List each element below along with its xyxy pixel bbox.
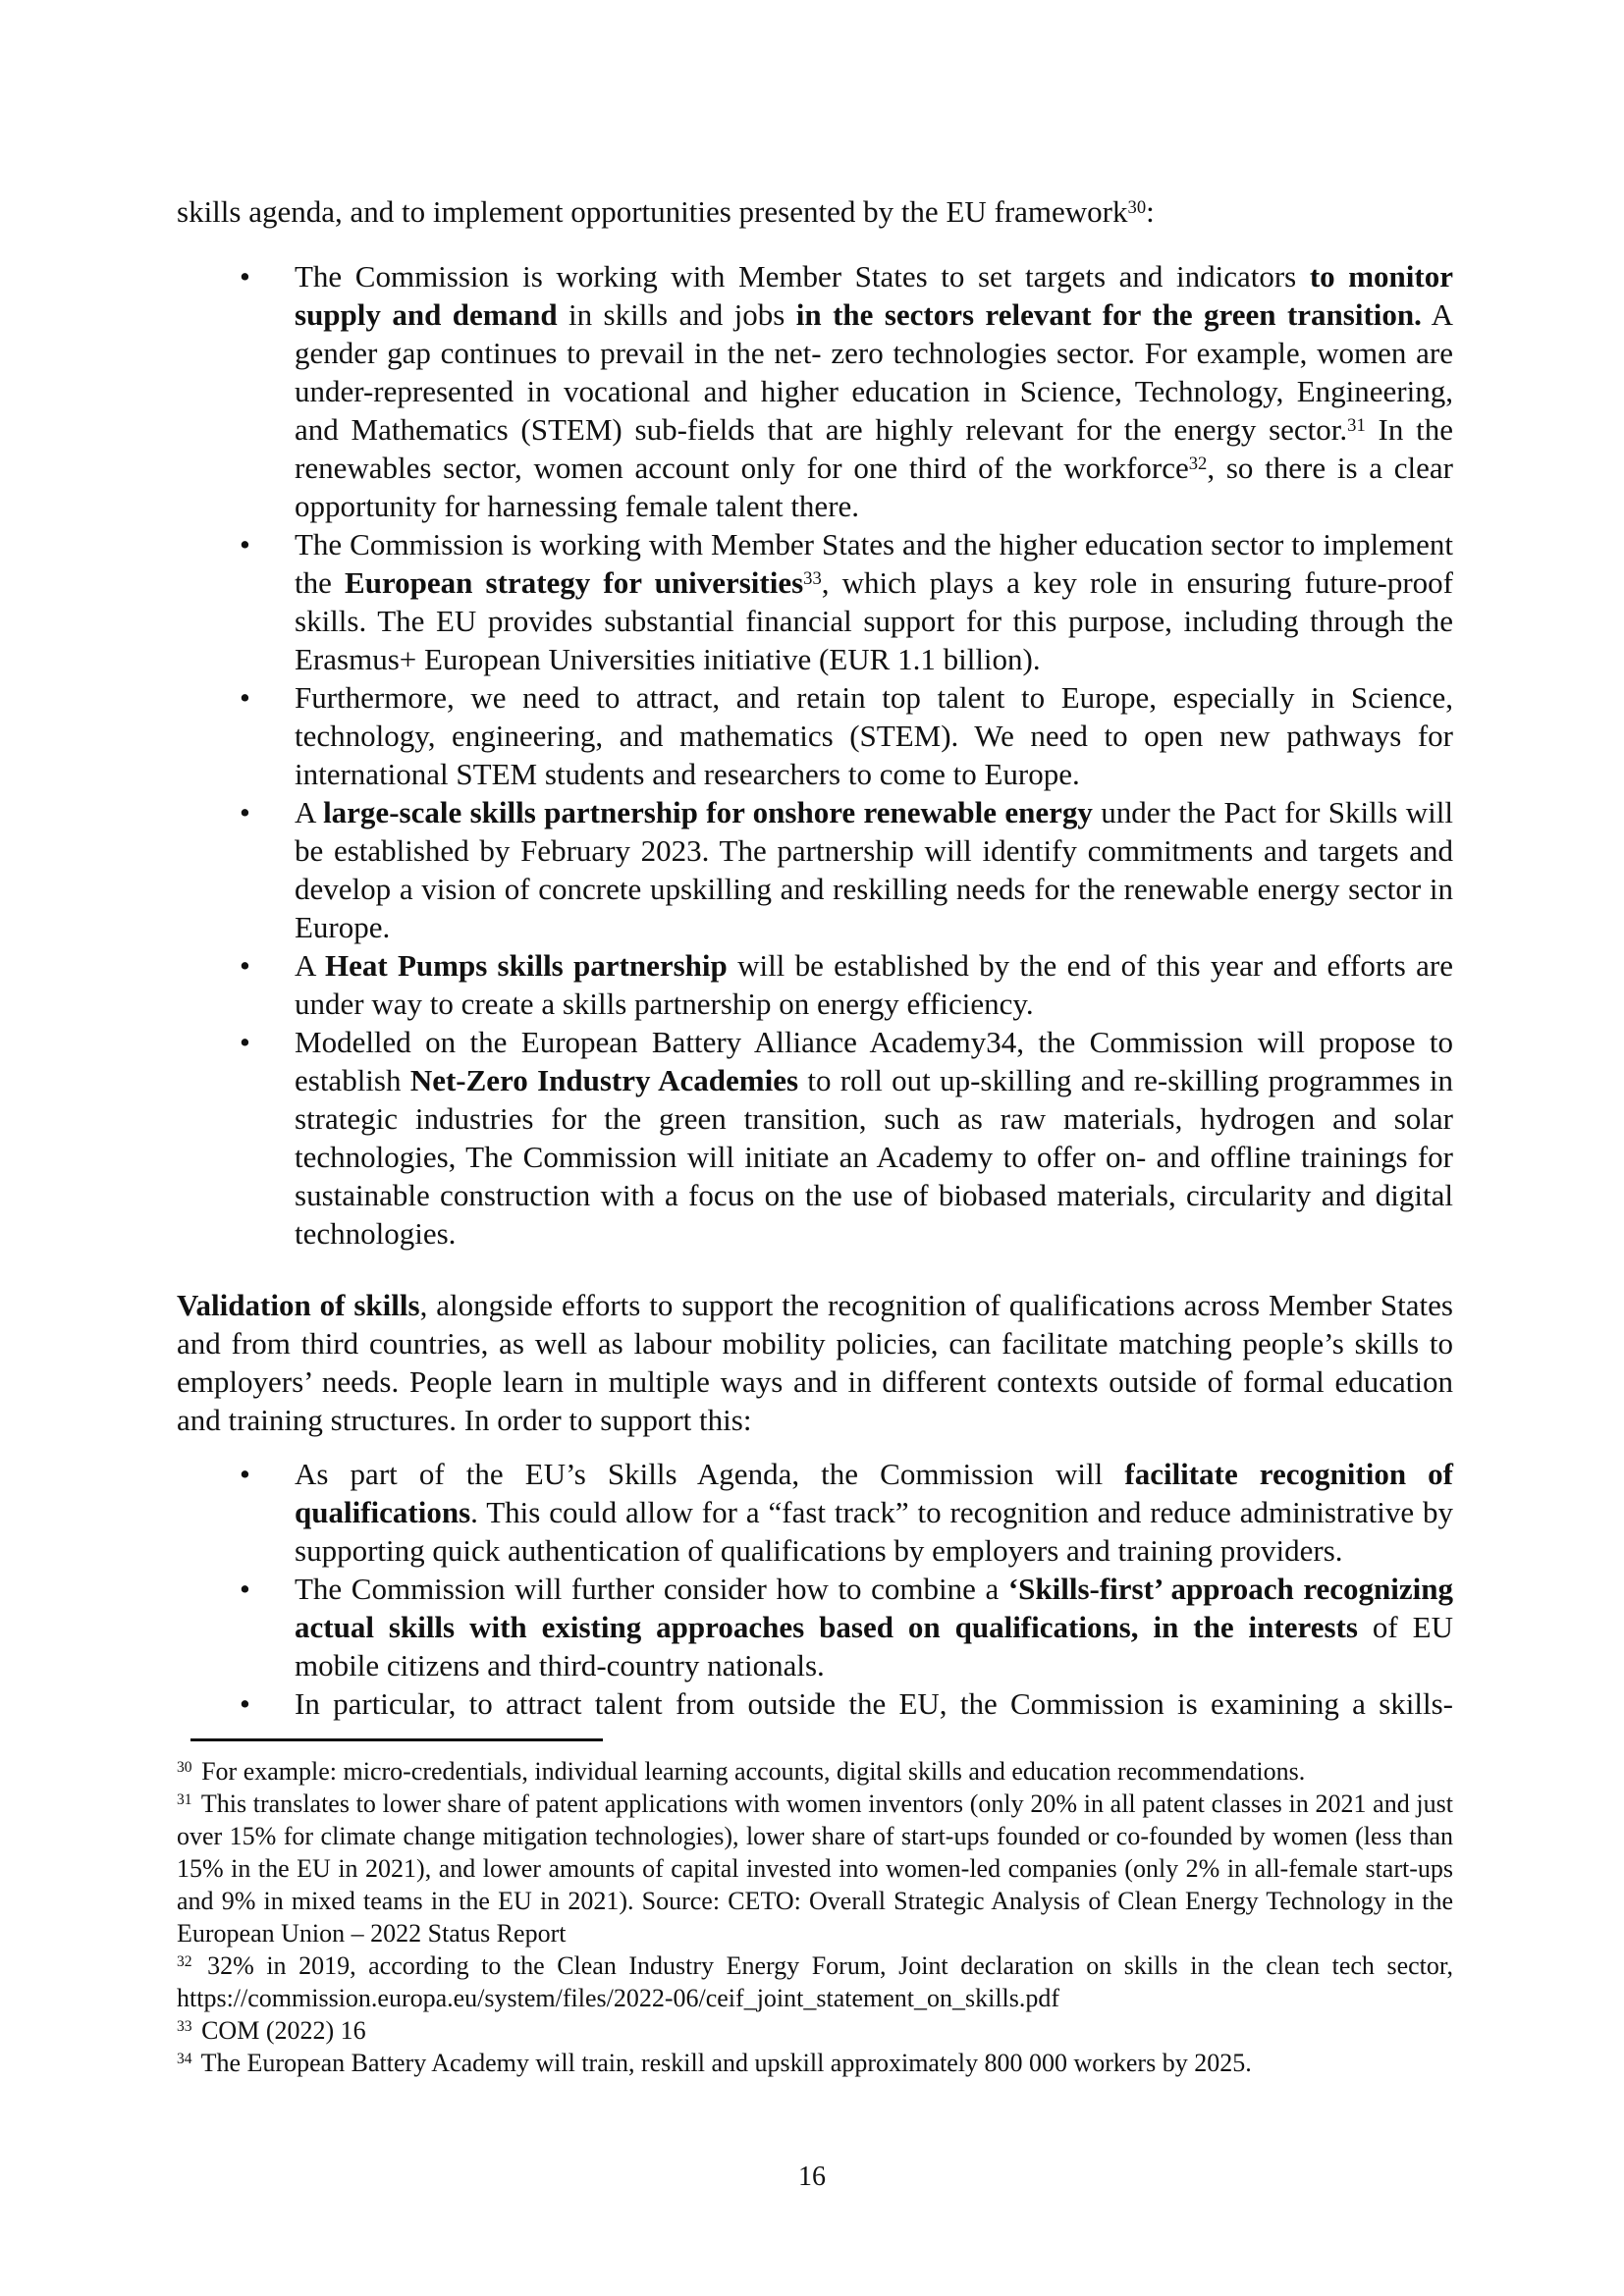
bullet-list-2: [177, 1455, 1453, 1723]
validation-paragraph: Validation of skills, alongside efforts to support the recognition of qualifications across Member States and from third countries, as well as labour mobility policies, can facilitate matching people’s skills to employers’ needs. People learn in multiple ways and in different contexts outside of formal education and training structures. In order to support this:: [177, 1288, 1453, 1437]
bullet-item: • In particular, to attract talent from outside the EU, the Commission is examining a skills-: [177, 1684, 1453, 1723]
footnote-item: $^{32}$ 32% in 2019, according to the Clean Industry Energy Forum, Joint declaration on skills in the clean tech sector, https://commission.europa.eu/system/files/2022-06/ceif_joint_statement_on_skills.pdf: [177, 1951, 1453, 2012]
footnote-item: $^{31}$ This translates to lower share of patent applications with women inventors (only 20% in all patent classes in 2021 and just over 15% for climate change mitigation technologies), lower share of start-ups founded or co-founded by women (less than 15% in the EU in 2021), and lower amounts of capital invested into women-led companies (only 2% in all-female start-ups and 9% in mixed teams in the EU in 2021). Source: CETO: Overall Strategic Analysis of Clean Energy Technology in the European Union – 2022 Status Report: [177, 1789, 1453, 1948]
bullet-item: • Modelled on the European Battery Alliance Academy34, the Commission will propose to establish Net-Zero Industry Academies to roll out up-skilling and re-skilling programmes in strategic industries for the green transition, such as raw materials, hydrogen and solar technologies, The Commission will initiate an Academy to offer on- and offline trainings for sustainable construction with a focus on the use of biobased materials, circularity and digital technologies.: [177, 1023, 1453, 1253]
footnotes-section: [177, 1755, 1453, 2079]
footnote-item: $^{30}$ For example: micro-credentials, individual learning accounts, digital skills and education recommendations.: [177, 1757, 1306, 1786]
bullet-item: • A large-scale skills partnership for onshore renewable energy under the Pact for Skills will be established by February 2023. The partnership will identify commitments and targets and develop a vision of concrete upskilling and reskilling needs for the renewable energy sector in Europe.: [177, 793, 1453, 946]
bullet-item: • The Commission is working with Member States to set targets and indicators to monitor supply and demand in skills and jobs in the sectors relevant for the green transition. A gender gap continues to prevail in the net- zero technologies sector. For example, women are under-represented in vocational and higher education in Science, Technology, Engineering, and Mathematics (STEM) sub-fields that are highly relevant for the energy sector.$^{31}$ In the renewables sector, women account only for one third of the workforce$^{32}$, so there is a clear opportunity for harnessing female talent there.: [177, 257, 1453, 525]
footnote-separator: [190, 1738, 603, 1741]
footnote-item: $^{34}$ The European Battery Academy will train, reskill and upskill approximately 800 000 workers by 2025.: [177, 2049, 1252, 2077]
bullet-item: • Furthermore, we need to attract, and retain top talent to Europe, especially in Science, technology, engineering, and mathematics (STEM). We need to open new pathways for international STEM students and researchers to come to Europe.: [177, 678, 1453, 793]
bullet-item: • The Commission will further consider how to combine a ‘Skills-first’ approach recognizing actual skills with existing approaches based on qualifications, in the interests of EU mobile citizens and third-country nationals.: [177, 1570, 1453, 1684]
intro-paragraph: skills agenda, and to implement opportunities presented by the EU framework$^{30}$:: [177, 194, 1155, 229]
footnote-item: $^{33}$ COM (2022) 16: [177, 2016, 366, 2045]
bullet-item: • The Commission is working with Member States and the higher education sector to implement the European strategy for universities$^{33}$, which plays a key role in ensuring future-proof skills. The EU provides substantial financial support for this purpose, including through the Erasmus+ European Universities initiative (EUR 1.1 billion).: [177, 525, 1453, 678]
bullet-item: • As part of the EU’s Skills Agenda, the Commission will facilitate recognition of qualifications. This could allow for a “fast track” to recognition and reduce administrative by supporting quick authentication of qualifications by employers and training providers.: [177, 1455, 1453, 1570]
bullet-list-1: [177, 257, 1453, 1253]
page-number: 16: [798, 2162, 826, 2192]
bullet-item: • A Heat Pumps skills partnership will be established by the end of this year and efforts are under way to create a skills partnership on energy efficiency.: [177, 946, 1453, 1023]
